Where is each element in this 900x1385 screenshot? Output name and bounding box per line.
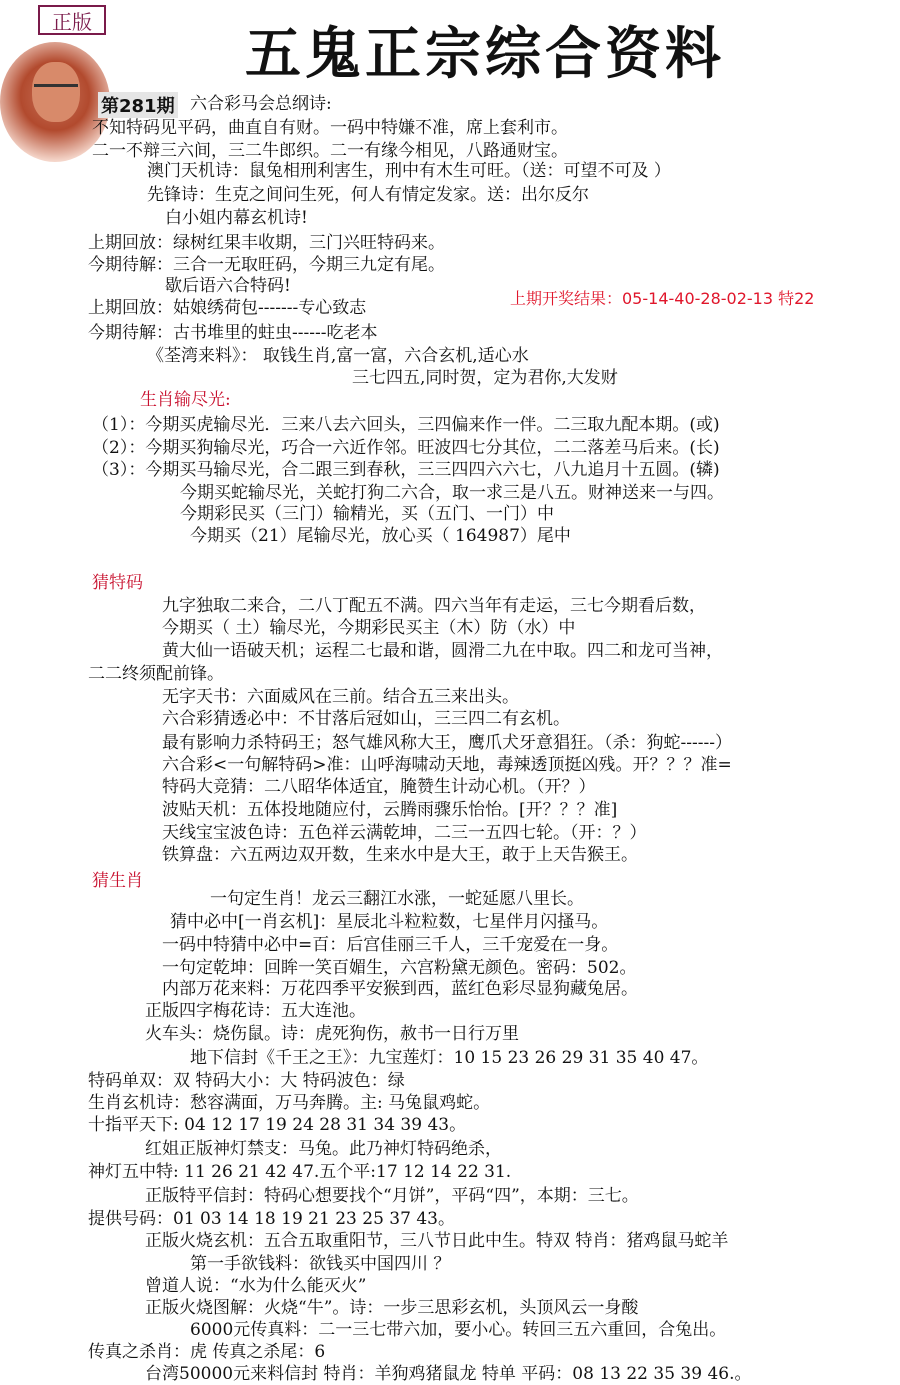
text-line: 曾道人说：“水为什么能灭火” [145, 1276, 367, 1296]
text-line: 正版火烧图解：火烧“牛”。诗：一步三思彩玄机，头顶风云一身酸 [145, 1298, 639, 1318]
text-line: 铁算盘：六五两边双开数，生来水中是大王，敢于上天告猴王。 [162, 845, 638, 865]
text-line: 白小姐内幕玄机诗! [165, 208, 308, 228]
text-line: 今期买蛇输尽光，关蛇打狗二六合，取一求三是八五。财神送来一与四。 [180, 483, 724, 503]
text-line: 红姐正版神灯禁支：马兔。此乃神灯特码绝杀， [145, 1139, 502, 1159]
text-line: 6000元传真料：二一三七带六加，要小心。转回三五六重回，合兔出。 [190, 1320, 727, 1340]
text-line: 生肖玄机诗：愁容满面，万马奔腾。主: 马兔鼠鸡蛇。 [88, 1093, 491, 1113]
text-line: 正版火烧玄机：五合五取重阳节，三八节日此中生。特双 特肖：猪鸡鼠马蛇羊 [145, 1231, 729, 1251]
text-line: （3）：今期买马输尽光，合二跟三到春秋，三三四四六六七，八九追月十五圆。(辚) [92, 460, 720, 480]
text-line: 最有影响力杀特码王；怒气雄风称大王，鹰爪犬牙意猖狂。（杀：狗蛇------） [162, 733, 732, 753]
text-line: 地下信封《千王之王》：九宝莲灯：10 15 23 26 29 31 35 40 47。 [190, 1048, 709, 1068]
last-draw-result: 上期开奖结果：05-14-40-28-02-13 特22 [510, 289, 815, 308]
text-line: 上期回放：姑娘绣荷包-------专心致志 [88, 298, 367, 318]
text-line: 黄大仙一语破天机；运程二七最和谐，圆滑二九在中取。四二和龙可当神， [162, 641, 723, 661]
text-line: 歇后语六合特码! [165, 276, 291, 296]
text-line: 正版特平信封：特码心想要找个“月饼”，平码“四”，本期：三七。 [145, 1186, 639, 1206]
text-line: 六合彩猜透必中：不甘落后冠如山，三三四二有玄机。 [162, 709, 570, 729]
text-line: 九字独取二来合，二八丁配五不满。四六当年有走运，三七今期看后数， [162, 596, 706, 616]
text-line: 内部万花来料：万花四季平安猴到西，蓝红色彩尽显狗藏兔居。 [162, 979, 638, 999]
text-line: 传真之杀肖：虎 传真之杀尾：6 [88, 1342, 326, 1362]
text-line: 三七四五,同时贺，定为君你,大发财 [352, 368, 618, 388]
text-line: （2）：今期买狗输尽光，巧合一六近作邻。旺波四七分其位，二二落差马后来。(长) [92, 438, 720, 458]
text-line: （1）：今期买虎输尽光．三来八去六回头，三四偏来作一伴。二三取九配本期。(或) [92, 415, 720, 435]
text-line: 台湾50000元来料信封 特肖：羊狗鸡猪鼠龙 特单 平码：08 13 22 35 39 46.。 [145, 1364, 752, 1384]
text-line: 二一不辩三六间，三二牛郎织。二一有缘今相见，八路通财宝。 [92, 141, 568, 161]
text-line: 六合彩<一句解特码>准：山呼海啸动天地，毒辣透顶挺凶残。开？？？准= [162, 755, 732, 775]
text-line: 第一手欲钱料：欲钱买中国四川 ？ [190, 1254, 451, 1274]
text-line: 《荃湾来料》： 取钱生肖,富一富，六合玄机,适心水 [147, 346, 529, 366]
text-line: 今期买（21）尾输尽光，放心买（ 164987）尾中 [190, 526, 571, 546]
page-title: 五鬼正宗综合资料 [245, 21, 725, 87]
text-line: 先锋诗：生克之间问生死，何人有情定发家。送：出尔反尔 [147, 185, 589, 205]
issue-number: 第281期 [98, 92, 178, 118]
text-line: 今期买（ 土）输尽光，今期彩民买主（木）防（水）中 [162, 618, 576, 638]
text-line: 不知特码见平码，曲直自有财。一码中特嫌不准，席上套利市。 [92, 118, 568, 138]
text-line: 无字天书：六面威风在三前。结合五三来出头。 [162, 687, 519, 707]
text-line: 十指平天下: 04 12 17 19 24 28 31 34 39 43。 [88, 1115, 467, 1135]
text-line: 火车头：烧伤鼠。诗：虎死狗伤，赦书一日行万里 [145, 1024, 519, 1044]
text-line: 提供号码：01 03 14 18 19 21 23 25 37 43。 [88, 1209, 455, 1229]
text-line: 一句定乾坤：回眸一笑百媚生，六宫粉黛无颜色。密码：502。 [162, 958, 637, 978]
text-line: 今期待解：三合一无取旺码，今期三九定有尾。 [88, 255, 445, 275]
section-heading: 猜特码 [92, 573, 143, 593]
authentic-stamp: 正版 [38, 5, 106, 35]
section-heading: 猜生肖 [92, 871, 143, 891]
section-heading: 生肖输尽光: [140, 390, 231, 410]
text-line: 一码中特猜中必中=百：后宫佳丽三千人，三千宠爱在一身。 [162, 935, 619, 955]
text-line: 猜中必中[一肖玄机]：星辰北斗粒粒数，七星伴月闪搔马。 [170, 912, 609, 932]
text-line: 特码单双：双 特码大小：大 特码波色：绿 [88, 1071, 405, 1091]
text-line: 澳门天机诗：鼠兔相刑利害生，刑中有木生可旺。（送：可望不可及 ） [147, 161, 671, 181]
text-line: 波贴天机：五体投地随应付，云腾雨骤乐怡怡。[开？？？准] [162, 800, 618, 820]
text-line: 上期回放：绿树红果丰收期，三门兴旺特码来。 [88, 233, 445, 253]
text-line: 特码大竞猜：二八昭华体适宜，腌赞生计动心机。（开？） [162, 777, 596, 797]
text-line: 二二终须配前锋。 [88, 664, 224, 684]
text-line: 今期待解：古书堆里的蛀虫------吃老本 [88, 323, 378, 343]
text-line: 正版四字梅花诗：五大连池。 [145, 1001, 366, 1021]
text-line: 一句定生肖！龙云三翻江水涨，一蛇延愿八里长。 [210, 889, 584, 909]
text-line: 六合彩马会总纲诗: [190, 94, 332, 114]
text-line: 天线宝宝波色诗：五色祥云满乾坤，二三一五四七轮。（开：？） [162, 823, 647, 843]
text-line: 神灯五中特: 11 26 21 42 47.五个平:17 12 14 22 31. [88, 1162, 512, 1182]
glasses-shape [34, 84, 78, 95]
text-line: 今期彩民买（三门）输精光，买（五门、一门）中 [180, 504, 554, 524]
